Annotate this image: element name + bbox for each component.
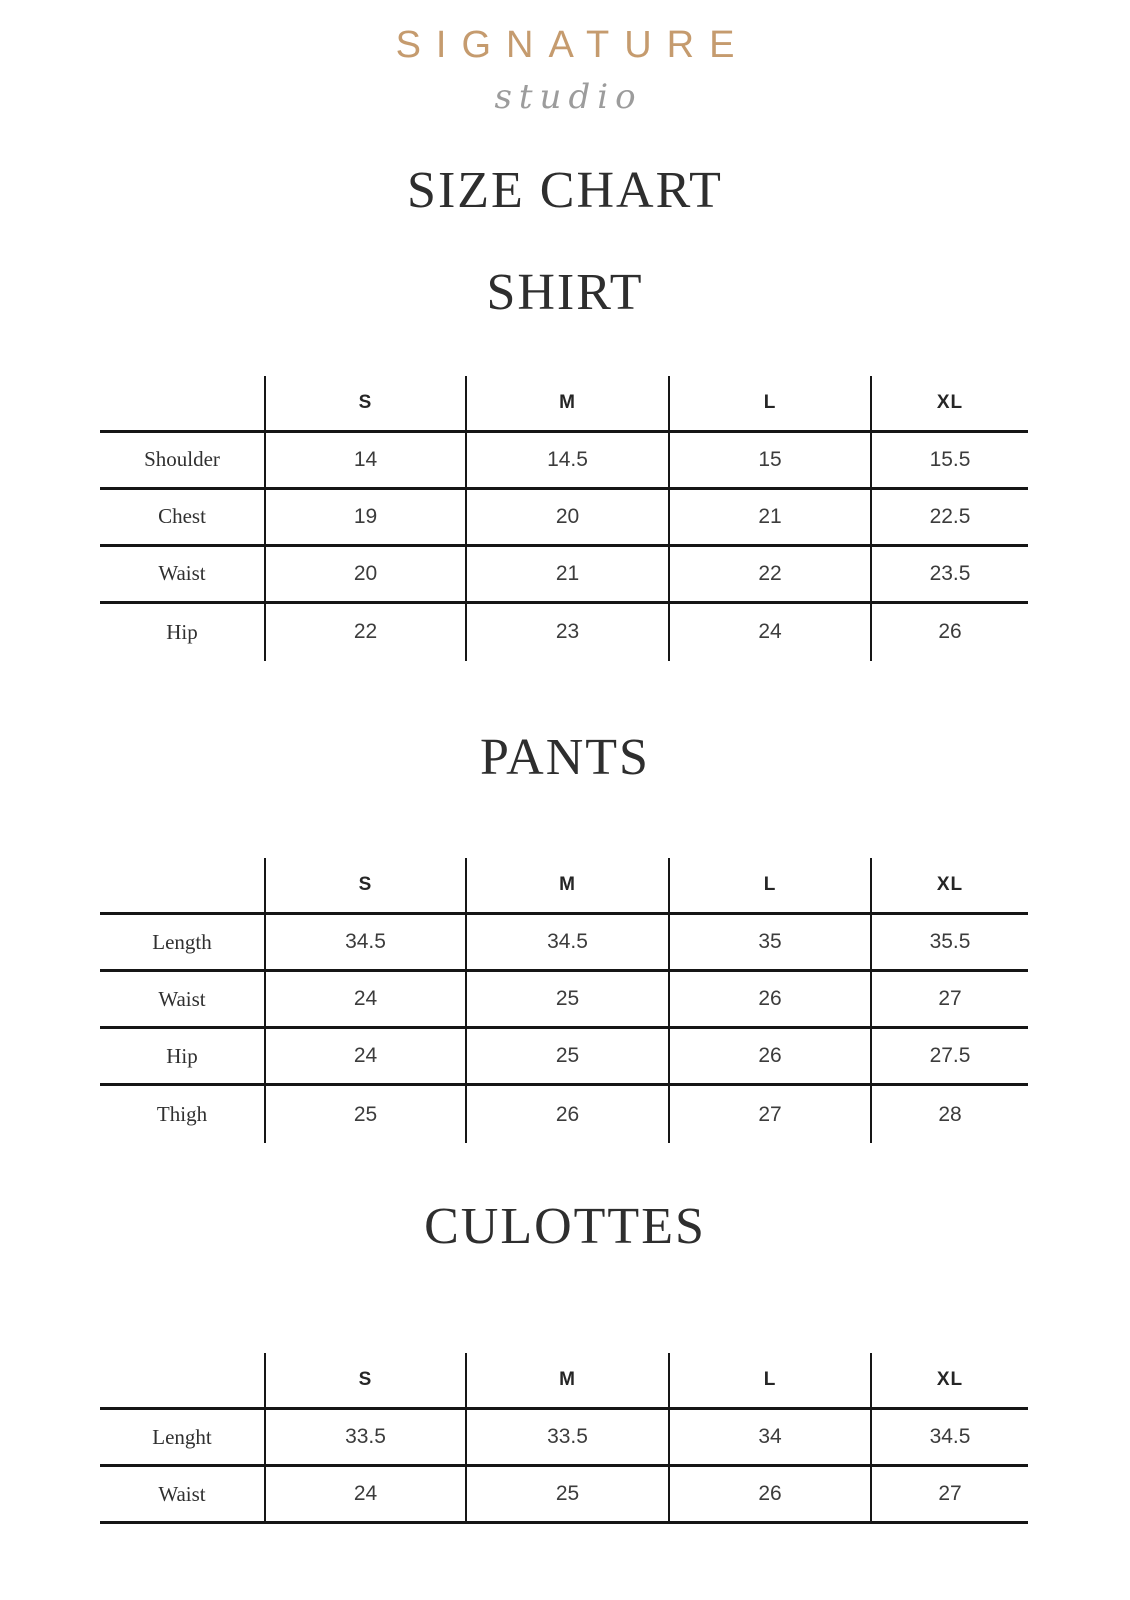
cell-value: 20 (465, 490, 668, 544)
row-label: Hip (166, 619, 198, 644)
brand-logo (0, 0, 1130, 117)
pants-section-title: PANTS (480, 728, 650, 786)
size-header-s: S (264, 376, 465, 430)
cell-value: 14.5 (465, 433, 668, 487)
row-label: Waist (158, 1481, 206, 1506)
cell-value: 26 (465, 1086, 668, 1143)
cell-value: 24 (668, 604, 870, 661)
cell-value: 26 (668, 1029, 870, 1083)
corner-cell (100, 376, 264, 430)
cell-value: 34.5 (264, 915, 465, 969)
cell-value: 15.5 (870, 433, 1028, 487)
cell-value: 33.5 (465, 1410, 668, 1464)
culottes-section-title: CULOTTES (424, 1198, 706, 1256)
cell-value: 24 (264, 1467, 465, 1521)
row-label: Lenght (152, 1424, 212, 1449)
brand-name: SIGNATURE (395, 24, 750, 66)
cell-value: 22 (264, 604, 465, 661)
size-header-m: M (465, 858, 668, 912)
cell-value: 21 (668, 490, 870, 544)
cell-value: 28 (870, 1086, 1028, 1143)
cell-value: 25 (465, 972, 668, 1026)
cell-value: 22 (668, 547, 870, 601)
row-label: Hip (166, 1043, 198, 1068)
row-label: Shoulder (144, 447, 220, 472)
size-header-s: S (264, 858, 465, 912)
cell-value: 27 (668, 1086, 870, 1143)
pants-table-header-row (100, 858, 1028, 915)
cell-value: 35.5 (870, 915, 1028, 969)
table-row (100, 433, 1028, 490)
table-row (100, 915, 1028, 972)
cell-value: 24 (264, 1029, 465, 1083)
shirt-section-title: SHIRT (486, 263, 644, 321)
row-label: Waist (158, 986, 206, 1011)
pants-size-table (100, 858, 1028, 1143)
cell-value: 19 (264, 490, 465, 544)
size-header-l: L (668, 376, 870, 430)
cell-value: 14 (264, 433, 465, 487)
table-row (100, 490, 1028, 547)
cell-value: 34.5 (870, 1410, 1028, 1464)
brand-subtitle: studio (494, 77, 643, 117)
row-label: Length (152, 929, 212, 954)
culottes-table-header-row (100, 1353, 1028, 1410)
table-row (100, 547, 1028, 604)
page-title: SIZE CHART (407, 162, 723, 219)
table-row (100, 1029, 1028, 1086)
cell-value: 26 (870, 604, 1028, 661)
cell-value: 20 (264, 547, 465, 601)
culottes-size-table (100, 1353, 1028, 1524)
cell-value: 26 (668, 1467, 870, 1521)
cell-value: 34 (668, 1410, 870, 1464)
corner-cell (100, 1353, 264, 1407)
cell-value: 25 (264, 1086, 465, 1143)
cell-value: 23.5 (870, 547, 1028, 601)
row-label: Chest (158, 504, 206, 529)
size-header-m: M (465, 1353, 668, 1407)
cell-value: 27 (870, 972, 1028, 1026)
size-header-l: L (668, 1353, 870, 1407)
cell-value: 34.5 (465, 915, 668, 969)
size-header-m: M (465, 376, 668, 430)
shirt-size-table (100, 376, 1028, 661)
size-header-xl: XL (870, 858, 1028, 912)
cell-value: 26 (668, 972, 870, 1026)
cell-value: 27.5 (870, 1029, 1028, 1083)
cell-value: 24 (264, 972, 465, 1026)
size-header-s: S (264, 1353, 465, 1407)
row-label: Thigh (156, 1102, 208, 1127)
table-row (100, 604, 1028, 661)
shirt-table-header-row (100, 376, 1028, 433)
cell-value: 22.5 (870, 490, 1028, 544)
table-row (100, 1410, 1028, 1467)
cell-value: 35 (668, 915, 870, 969)
table-row (100, 1086, 1028, 1143)
cell-value: 25 (465, 1029, 668, 1083)
row-label: Waist (158, 561, 206, 586)
size-header-xl: XL (870, 1353, 1028, 1407)
cell-value: 33.5 (264, 1410, 465, 1464)
corner-cell (100, 858, 264, 912)
size-header-l: L (668, 858, 870, 912)
cell-value: 23 (465, 604, 668, 661)
cell-value: 21 (465, 547, 668, 601)
table-row (100, 1467, 1028, 1524)
cell-value: 25 (465, 1467, 668, 1521)
size-header-xl: XL (870, 376, 1028, 430)
cell-value: 27 (870, 1467, 1028, 1521)
table-row (100, 972, 1028, 1029)
cell-value: 15 (668, 433, 870, 487)
